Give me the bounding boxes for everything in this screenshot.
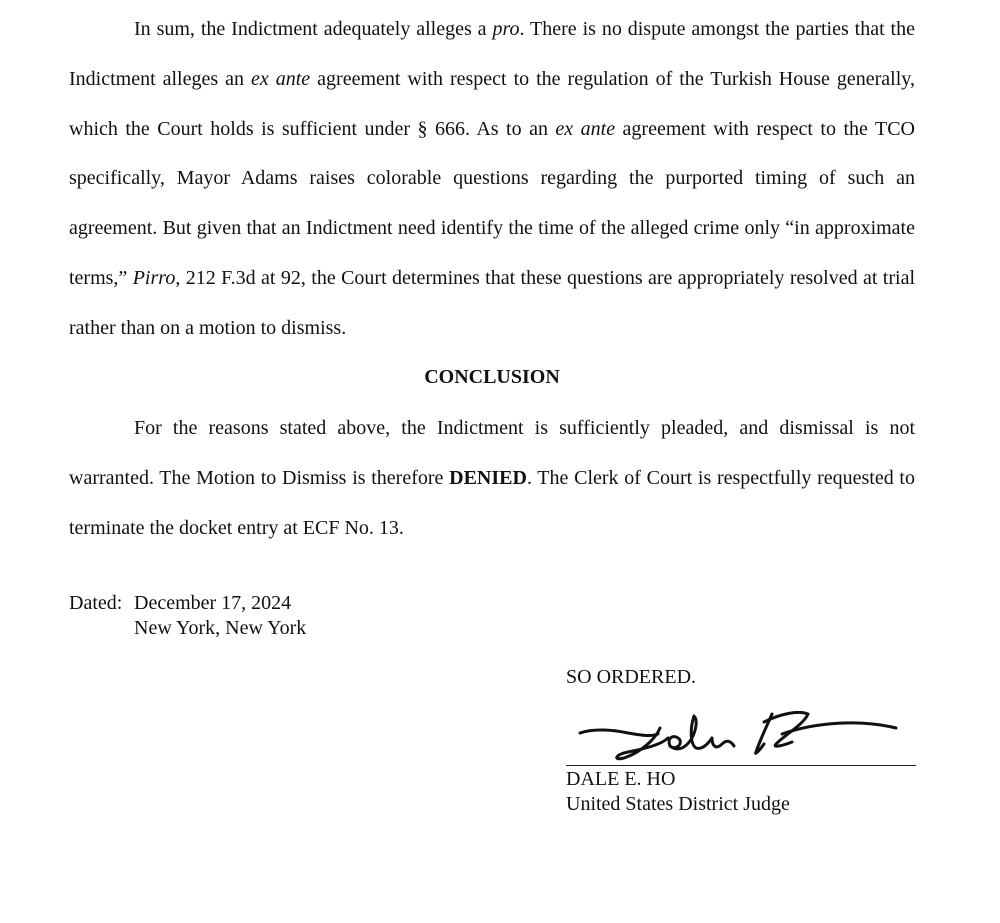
dated-place: New York, New York [134, 617, 307, 639]
para-conclusion-text-2: . The Clerk of Court is respectfully requested to terminate the docket entry at ECF No. 13. [69, 466, 915, 539]
so-ordered-text: SO ORDERED. [566, 666, 697, 688]
para-sum-text-1: In sum, the Indictment adequately alleges a [134, 18, 493, 40]
judge-block [566, 767, 790, 817]
para-sum-italic-ex-ante-1: ex ante [251, 67, 311, 90]
paragraph-conclusion [69, 404, 915, 553]
para-conclusion-text-1: For the reasons stated above, the Indictment is sufficiently pleaded, and dismissal is not warranted. The Motion to Dismiss is therefore [69, 417, 915, 489]
para-sum-text-3: agreement with respect to the regulation of the Turkish House generally, which the Court holds is sufficient under § 666. As to an [69, 67, 915, 140]
dated-block [69, 591, 306, 641]
conclusion-heading: CONCLUSION [424, 366, 560, 388]
judge-name: DALE E. HO [566, 768, 676, 790]
para-sum-italic-pirro: Pirro [132, 266, 176, 289]
para-sum-text-4: agreement with respect to the TCO specifically, Mayor Adams raises colorable questions regarding the purported timing of such an agreement. But given that an Indictment need identify the time of the alleged crime only “in approximate terms,” [69, 117, 915, 289]
judge-title: United States District Judge [566, 793, 790, 815]
signature-icon [566, 700, 916, 766]
dated-date: December 17, 2024 [134, 592, 292, 614]
para-sum-text-2: . There is no dispute amongst the parties that the Indictment alleges an [69, 18, 915, 90]
paragraph-sum [69, 5, 915, 354]
denied-bold: DENIED [449, 466, 527, 489]
signature-line [566, 765, 916, 766]
dated-label: Dated: [69, 592, 123, 614]
para-sum-italic-pro: pro [492, 18, 520, 40]
para-sum-italic-ex-ante-2: ex ante [555, 117, 616, 140]
para-sum-text-5: , 212 F.3d at 92, the Court determines that these questions are appropriately resolved at trial rather than on a motion to dismiss. [69, 266, 916, 339]
